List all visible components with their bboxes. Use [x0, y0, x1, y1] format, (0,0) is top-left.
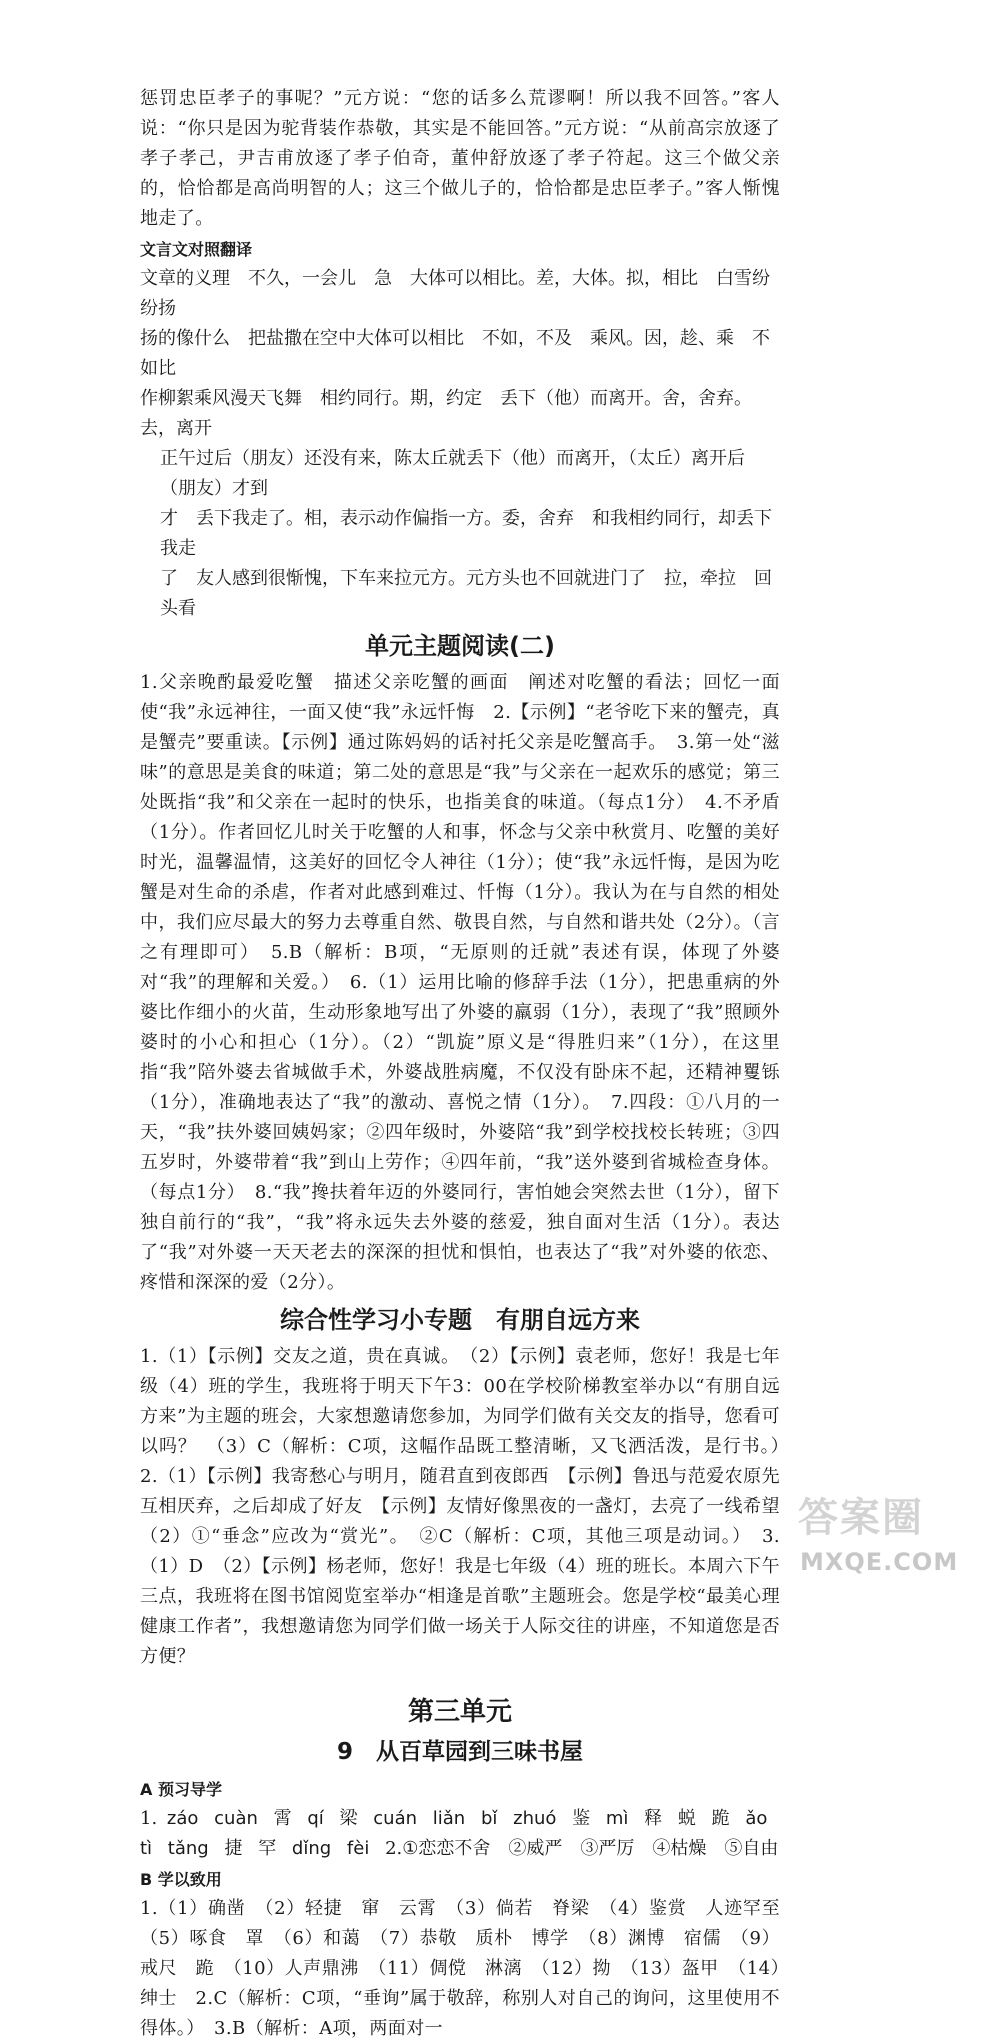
- char: 霄: [273, 1808, 292, 1829]
- unit-title: 第三单元: [407, 1697, 512, 1727]
- char: 蜕: [677, 1808, 696, 1829]
- answer-page: [140, 84, 799, 2044]
- char: 罕: [258, 1838, 277, 1859]
- apply-answers: 1.（1）确凿 （2）轻捷 窜 云霄 （3）倘若 脊梁 （4）鉴赏 人迹罕至 （5）啄食 罩 （6）和蔼 （7）恭敬 质朴 博学 （8）渊博 宿儒 （9）戒尺 跪 （10）人声鼎沸 （11）倜傥 淋漓 （12）拗 （13）盔甲 （14）绅士 2.C（解析：C项，“垂询”属于敬辞，称别人对自己的询问，这里使用不得体。） 3.B（解析：A项，两面对一: [140, 1898, 799, 2039]
- pinyin: qí: [307, 1808, 324, 1829]
- item-number: 1.: [140, 1808, 158, 1829]
- pinyin: cuán: [373, 1808, 418, 1829]
- gloss-line-6: 了 友人感到很惭愧，下车来拉元方。元方头也不回就进门了 拉，牵拉 回头看: [160, 568, 772, 619]
- char: 梁: [339, 1808, 358, 1829]
- pinyin: cuàn: [214, 1808, 258, 1829]
- classical-translation-heading: 文言文对照翻译: [140, 240, 253, 259]
- classical-translation-block: [140, 264, 780, 624]
- pinyin: tì: [140, 1838, 153, 1859]
- pinyin: fèi: [346, 1838, 370, 1859]
- char: 跪: [711, 1808, 730, 1829]
- pinyin: liǎn: [432, 1808, 466, 1829]
- char: 鉴: [572, 1808, 591, 1829]
- study-section-title: 综合性学习小专题 有朋自远方来: [280, 1306, 640, 1334]
- char: 释: [644, 1808, 663, 1829]
- pinyin: záo: [166, 1808, 199, 1829]
- watermark: [790, 1486, 980, 1576]
- char: 捷: [224, 1838, 243, 1859]
- pinyin: tǎng: [167, 1838, 209, 1859]
- preview-line-1: [140, 1804, 780, 1834]
- reading-answers: 1.父亲晚酌最爱吃蟹 描述父亲吃蟹的画面 阐述对吃蟹的看法；回忆一面使“我”永远神往，一面又使“我”永远忏悔 2.【示例】“老爷吃下来的蟹壳，真是蟹壳”要重读。【示例】通过陈妈妈的话衬托父亲是吃蟹高手。 3.第一处“滋味”的意思是美食的味道；第二处的意思是“我”与父亲在一起欢乐的感觉；第三处既指“我”和父亲在一起时的快乐，也指美食的味道。（每点1分） 4.不矛盾（1分）。作者回忆儿时关于吃蟹的人和事，怀念与父亲中秋赏月、吃蟹的美好时光，温馨温情，这美好的回忆令人神往（1分）；使“我”永远忏悔，是因为吃蟹是对生命的杀虐，作者对此感到难过、忏悔（1分）。我认为在与自然的相处中，我们应尽最大的努力去尊重自然、敬畏自然，与自然和谐共处（2分）。（言之有理即可） 5.B（解析：B项，“无原则的迁就”表述有误，体现了外婆对“我”的理解和关爱。） 6.（1）运用比喻的修辞手法（1分），把患重病的外婆比作细小的火苗，生动形象地写出了外婆的羸弱（1分），表现了“我”照顾外婆时的小心和担心（1分）。（2）“凯旋”原义是“得胜归来”（1分），在这里指“我”陪外婆去省城做手术，外婆战胜病魔，不仅没有卧床不起，还精神矍铄（1分），准确地表达了“我”的激动、喜悦之情（1分）。 7.四段：①八月的一天，“我”扶外婆回姨妈家；②四年级时，外婆陪“我”到学校找校长转班；③四五岁时，外婆带着“我”到山上劳作；④四年前，“我”送外婆到省城检查身体。（每点1分） 8.“我”搀扶着年迈的外婆同行，害怕她会突然去世（1分），留下独自前行的“我”，“我”将永远失去外婆的慈爱，独自面对生活（1分）。表达了“我”对外婆一天天老去的深深的担忧和惧怕，也表达了“我”对外婆的依恋、疼惜和深深的爱（2分）。: [140, 672, 780, 1293]
- gloss-line-4: 正午过后（朋友）还没有来，陈太丘就丢下（他）而离开，（太丘）离开后（朋友）才到: [160, 448, 745, 499]
- pinyin: ǎo: [745, 1808, 768, 1829]
- lesson-title: 9 从百草园到三味书屋: [336, 1739, 583, 1765]
- preview-label: A 预习导学: [140, 1780, 222, 1799]
- gloss-line-5: 才 丢下我走了。相，表示动作偏指一方。委，舍弃 和我相约同行，却丢下我走: [160, 508, 772, 559]
- apply-label: B 学以致用: [140, 1870, 222, 1889]
- study-answers: 1.（1）【示例】交友之道，贵在真诚。 （2）【示例】袁老师，您好！我是七年级（4）班的学生，我班将于明天下午3：00在学校阶梯教室举办以“有朋自远方来”为主题的班会，大家想邀请您参加，为同学们做有关交友的指导，您看可以吗？ （3）C（解析：C项，这幅作品既工整清晰，又飞洒活泼，是行书。） 2.（1）【示例】我寄愁心与明月，随君直到夜郎西 【示例】鲁迅与范爱农原先互相厌弃，之后却成了好友 【示例】友情好像黑夜的一盏灯，去亮了一线希望 （2）①“垂念”应改为“赏光”。 ②C（解析：C项，其他三项是动词。） 3.（1）D （2）【示例】杨老师，您好！我是七年级（4）班的班长。本周六下午三点，我班将在图书馆阅览室举办“相逢是首歌”主题班会。您是学校“最美心理健康工作者”，我想邀请您为同学们做一场关于人际交往的讲座，不知道您是否方便？: [140, 1346, 799, 1667]
- pinyin: dǐng: [291, 1838, 332, 1859]
- watermark-site: MXQE.COM: [800, 1548, 959, 1576]
- gloss-line-2: 扬的像什么 把盐撒在空中大体可以相比 不如，不及 乘风。因，趁、乘 不如比: [140, 328, 770, 379]
- pinyin: mì: [605, 1808, 629, 1829]
- gloss-line-1: 文章的义理 不久，一会儿 急 大体可以相比。差，大体。拟，相比 白雪纷纷扬: [140, 268, 770, 319]
- preview-answer-2: 2.①恋恋不舍 ②威严 ③严厉 ④枯燥 ⑤自由: [385, 1838, 779, 1859]
- reading-section-title: 单元主题阅读(二): [365, 632, 555, 660]
- preview-line-2: [140, 1834, 780, 1864]
- gloss-line-3: 作柳絮乘风漫天飞舞 相约同行。期，约定 丢下（他）而离开。舍，舍弃。去，离开: [140, 388, 752, 439]
- intro-paragraph: 惩罚忠臣孝子的事呢？”元方说：“您的话多么荒谬啊！所以我不回答。”客人说：“你只是因为驼背装作恭敬，其实是不能回答。”元方说：“从前高宗放逐了孝子孝己，尹吉甫放逐了孝子伯奇，董仲舒放逐了孝子符起。这三个做父亲的，恰恰都是高尚明智的人；这三个做儿子的，恰恰都是忠臣孝子。”客人惭愧地走了。: [140, 88, 780, 229]
- pinyin: zhuó: [513, 1808, 557, 1829]
- watermark-logo: 答案圈: [798, 1495, 924, 1541]
- pinyin: bǐ: [480, 1808, 498, 1829]
